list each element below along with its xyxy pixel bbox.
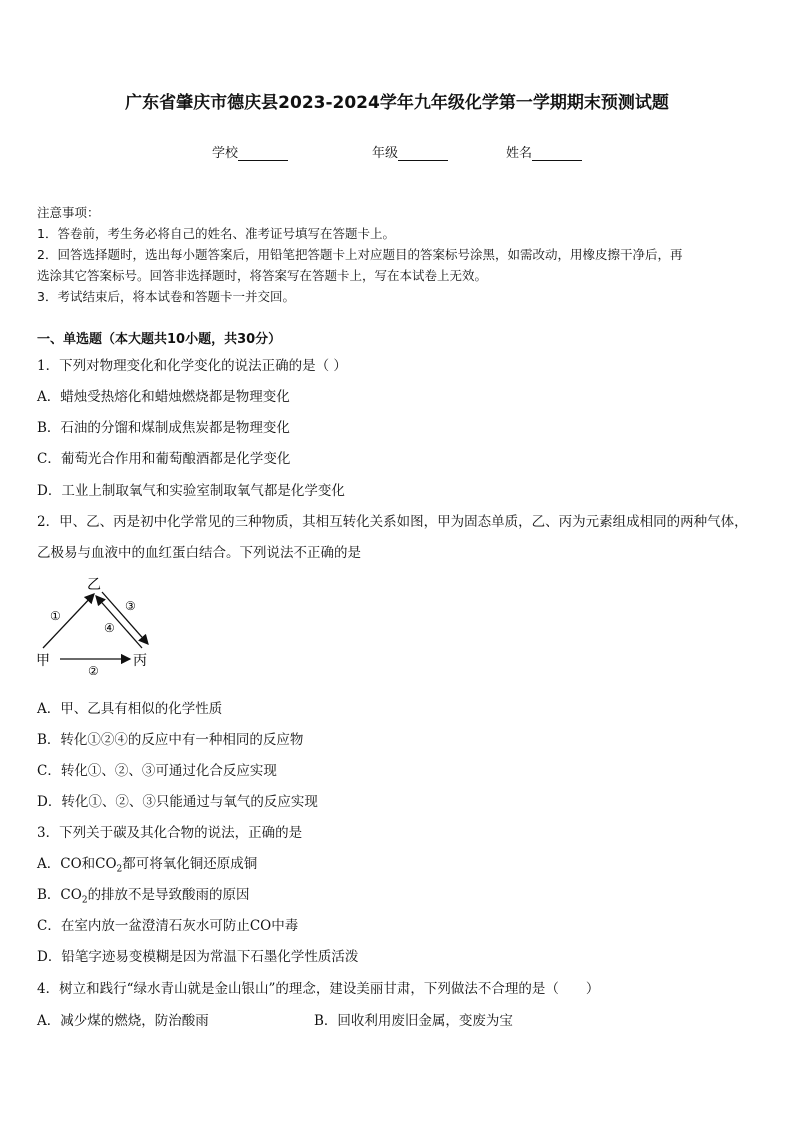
node-bing: 丙: [133, 653, 147, 669]
q2-option-b: B．转化①②④的反应中有一种相同的反应物: [37, 732, 304, 748]
label-2: ②: [88, 664, 99, 675]
q2-stem-line2: 乙极易与血液中的血红蛋白结合。下列说法不正确的是: [37, 545, 361, 561]
school-blank: [238, 147, 288, 161]
q2-option-a: A．甲、乙具有相似的化学性质: [37, 701, 223, 717]
school-field: [212, 142, 288, 161]
grade-label: 年级: [372, 146, 399, 161]
label-4: ④: [104, 621, 115, 635]
q3-option-a: A．CO和$CO_2$都可将氧化铜还原成铜: [37, 856, 258, 875]
q3-option-c: C．在室内放一盆澄清石灰水可防止CO中毒: [37, 918, 299, 934]
q3-option-d: D．铅笔字迹易变模糊是因为常温下石墨化学性质活泼: [37, 949, 359, 965]
q2-stem-line1: 2．甲、乙、丙是初中化学常见的三种物质，其相互转化关系如图，甲为固态单质，乙、丙为元素组成相同的两种气体，: [37, 514, 748, 530]
label-3: ③: [125, 599, 136, 613]
conversion-diagram: [30, 570, 170, 675]
note-item: 3．考试结束后，将本试卷和答题卡一并交回。: [37, 289, 295, 304]
q4-option-a: A．减少煤的燃烧，防治酸雨: [37, 1013, 209, 1029]
notes-heading: 注意事项：: [37, 205, 100, 220]
q3-option-b: B．$CO_2$的排放不是导致酸雨的原因: [37, 887, 250, 906]
q2-option-d: D．转化①、②、③只能通过与氧气的反应实现: [37, 794, 318, 810]
note-item: 选涂其它答案标号。回答非选择题时，将答案写在答题卡上，写在本试卷上无效。: [37, 268, 488, 283]
note-item: 2．回答选择题时，选出每小题答案后，用铅笔把答题卡上对应题目的答案标号涂黑，如需改动，用橡皮擦干净后，再: [37, 247, 683, 262]
name-label: 姓名: [506, 146, 533, 161]
note-item: 1．答卷前，考生务必将自己的姓名、准考证号填写在答题卡上。: [37, 226, 395, 241]
section-heading: 一、单选题（本大题共10小题，共30分）: [37, 332, 282, 347]
grade-field: [372, 142, 448, 161]
q4-option-b: B．回收利用废旧金属，变废为宝: [314, 1013, 513, 1029]
q2-option-c: C．转化①、②、③可通过化合反应实现: [37, 763, 277, 779]
q1-option-d: D．工业上制取氧气和实验室制取氧气都是化学变化: [37, 483, 345, 499]
name-field: [506, 142, 582, 161]
node-yi: 乙: [87, 577, 101, 593]
q1-option-b: B．石油的分馏和煤制成焦炭都是物理变化: [37, 420, 290, 436]
q4-stem: 4．树立和践行“绿水青山就是金山银山”的理念，建设美丽甘肃，下列做法不合理的是（ ）: [37, 981, 600, 997]
q1-stem: 1．下列对物理变化和化学变化的说法正确的是（ ）: [37, 358, 347, 374]
q1-option-a: A．蜡烛受热熔化和蜡烛燃烧都是物理变化: [37, 389, 290, 405]
q3-stem: 3．下列关于碳及其化合物的说法，正确的是: [37, 825, 303, 841]
page-title: 广东省肇庆市德庆县2023-2024学年九年级化学第一学期期末预测试题: [125, 93, 669, 113]
name-blank: [532, 147, 582, 161]
node-jia: 甲: [36, 653, 50, 669]
school-label: 学校: [212, 146, 239, 161]
grade-blank: [398, 147, 448, 161]
q1-option-c: C．葡萄光合作用和葡萄酿酒都是化学变化: [37, 451, 291, 467]
label-1: ①: [50, 609, 61, 623]
